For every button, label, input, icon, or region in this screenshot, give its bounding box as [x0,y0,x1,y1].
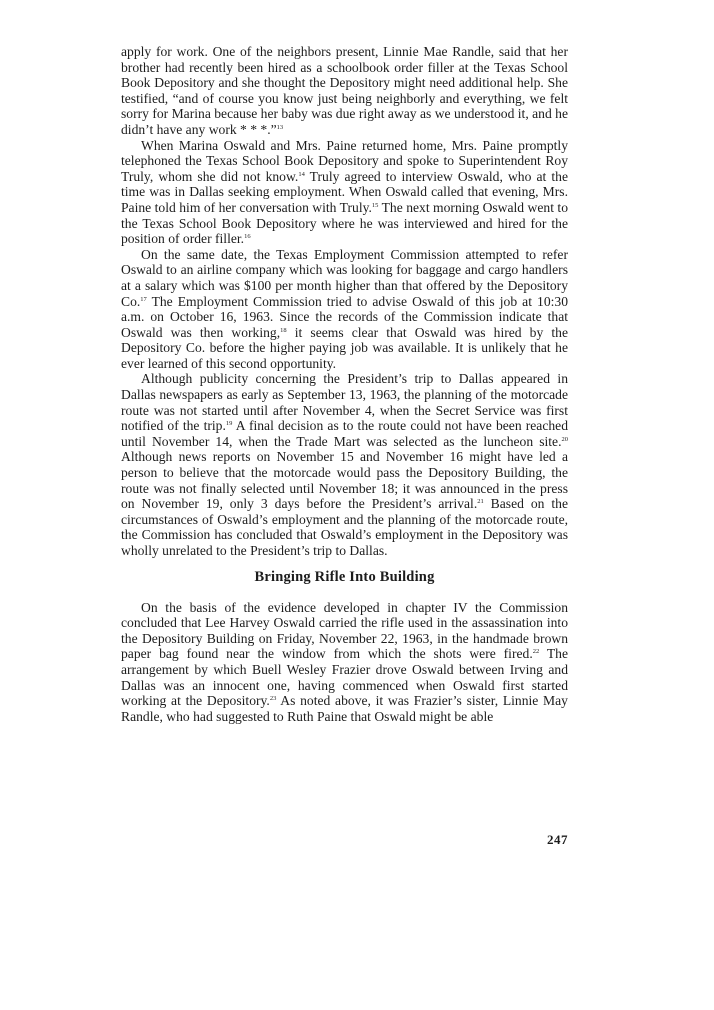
footnote-reference: 17 [140,295,147,303]
paragraph-text: Truly agreed to interview Oswald, who at the time was in Dallas seeking employment. When Oswald called that evening, Mrs. Paine told him of her conversation with Truly. [121,168,568,215]
paragraph-text: it seems clear that Oswald was hired by the Depository Co. before the higher paying job was available. It is unlikely that he ever learned of this second opportunity. [121,324,568,371]
body-text [121,44,568,724]
paragraph-text: Based on the circumstances of Oswald’s employment and the planning of the motorcade route, the Commission has concluded that Oswald’s employment in the Depository was wholly unrelated to the President’s trip to Dallas. [121,496,569,558]
paragraph [121,138,568,247]
paragraphs-after-heading [121,600,568,725]
paragraph [121,247,568,372]
paragraph-text: When Marina Oswald and Mrs. Paine returned home, Mrs. Paine promptly telephoned the Texas School Book Depository and spoke to Superintendent Roy Truly, whom she did not know. [121,137,568,184]
footnote-reference: 22 [532,648,540,656]
paragraph-text: The arrangement by which Buell Wesley Frazier drove Oswald between Irving and Dallas was an innocent one, having commenced when Oswald first started working at the Depository. [121,646,568,709]
paragraphs-before-heading [121,44,568,559]
footnote-reference: 15 [371,201,379,209]
footnote-reference: 19 [225,420,233,428]
footnote-reference: 13 [276,123,284,131]
footnote-reference: 23 [269,695,277,703]
paragraph [121,44,568,138]
paragraph-text: The Employment Commission tried to advise Oswald of this job at 10:30 a.m. on October 16, 1963. Since the records of the Commission indicate that Oswald was then working, [121,293,568,340]
footnote-reference: 18 [280,326,287,334]
footnote-reference: 20 [561,435,568,443]
footnote-reference: 16 [244,233,251,241]
paragraph [121,371,568,558]
paragraph-text: As noted above, it was Frazier’s sister, Linnie May Randle, who had suggested to Ruth Paine that Oswald might be able [121,693,568,724]
paragraph-text: apply for work. One of the neighbors present, Linnie Mae Randle, said that her brother had recently been hired as a schoolbook order filler at the Texas School Book Depository and she thought the Depository might need additional help. She testified, “and of course you know just being neighborly and everything, we felt sorry for Marina because her baby was due right away as we understood it, and he didn’t have any work * * *.” [121,44,568,137]
paragraph-text: Although publicity concerning the President’s trip to Dallas appeared in Dallas newspapers as early as September 13, 1963, the planning of the motorcade route was not started until after November 4, when the Secret Service was first notified of the trip. [121,371,568,434]
paragraph [121,600,568,725]
page-number: 247 [547,832,568,847]
footnote-reference: 14 [298,170,305,178]
paragraph-text: A final decision as to the route could not have been reached until November 14, when the Trade Mart was selected as the luncheon site. [121,418,568,449]
footnote-reference: 21 [477,498,484,506]
paragraph-text: The next morning Oswald went to the Texas School Book Depository where he was interviewed and hired for the position of order filler. [121,199,568,247]
paragraph-text: On the basis of the evidence developed in chapter IV the Commission concluded that Lee Harvey Oswald carried the rifle used in the assassination into the Depository Building on Friday, November 22, 1963, in the handmade brown paper bag found near the window from which the shots were fired. [121,599,568,662]
section-heading: Bringing Rifle Into Building [254,568,435,585]
paragraph-text: On the same date, the Texas Employment Commission attempted to refer Oswald to an airline company which was looking for baggage and cargo handlers at a salary which was $100 per month higher than that offered by the Depository Co. [121,246,568,309]
paragraph-text: Although news reports on November 15 and November 16 might have led a person to believe that the motorcade would pass the Depository Building, the route was not finally selected until November 18; it was announced in the press on November 19, only 3 days before the President’s arrival. [121,449,568,512]
